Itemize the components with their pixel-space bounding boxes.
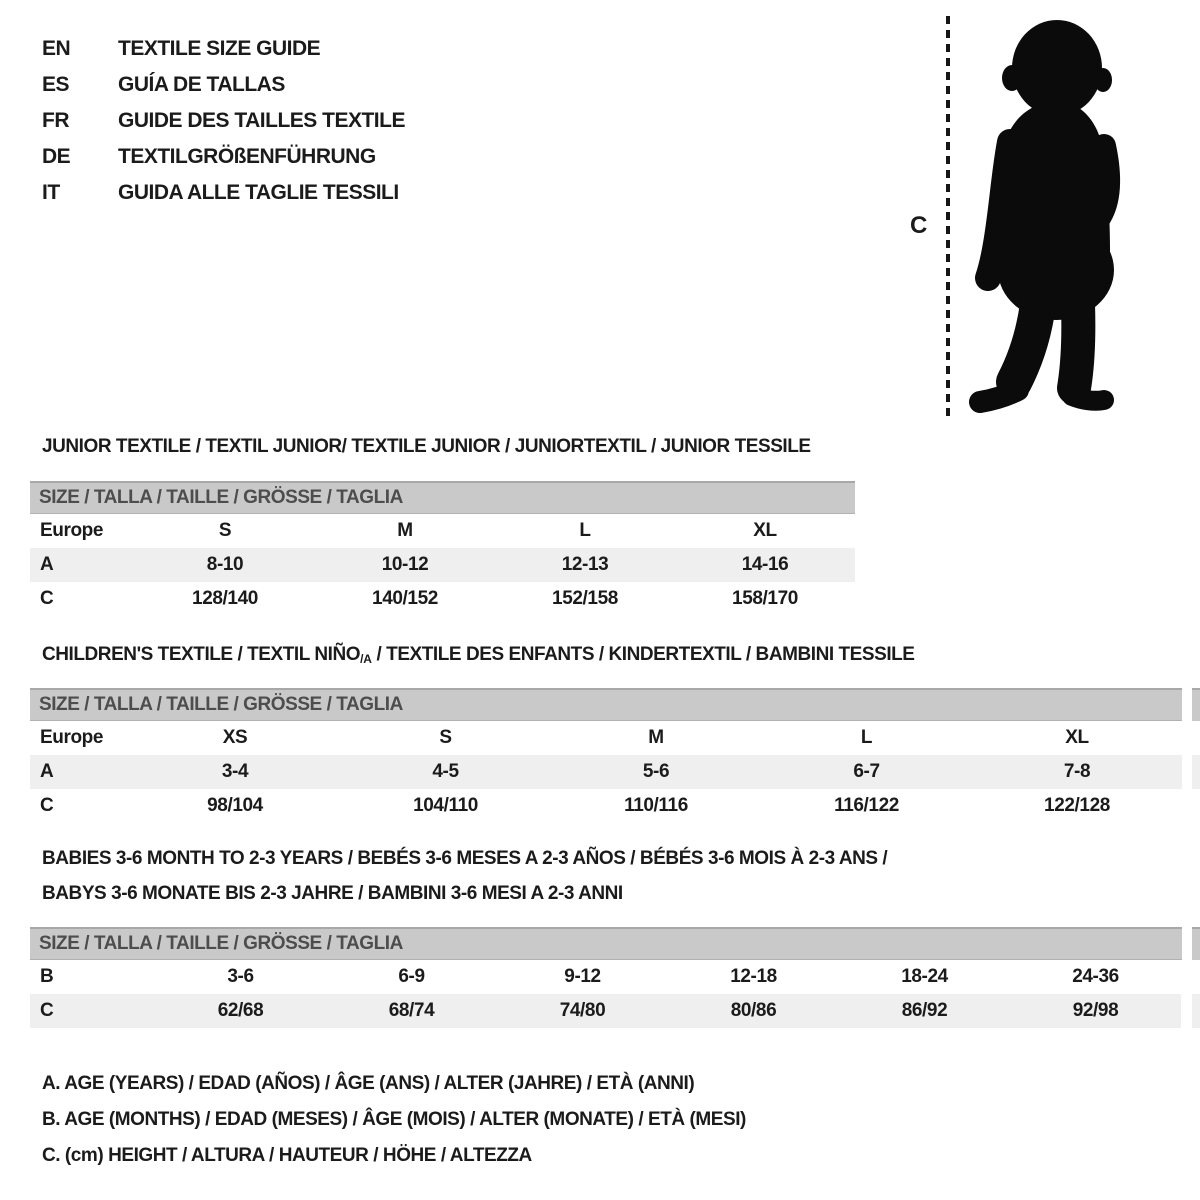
language-title: GUIDE DES TAILLES TEXTILE bbox=[118, 109, 405, 132]
table-header-row bbox=[30, 721, 1182, 755]
table-cell: S bbox=[218, 520, 232, 541]
section-title-children-subscript: /A bbox=[360, 652, 372, 666]
table-edge-fragment bbox=[1192, 755, 1200, 789]
section-title-children bbox=[42, 644, 915, 666]
section-title-babies-line1: BABIES 3-6 MONTH TO 2-3 YEARS / BEBÉS 3-6 MESES A 2-3 AÑOS / BÉBÉS 3-6 MOIS À 2-3 ANS / bbox=[42, 848, 888, 869]
table-cell: 152/158 bbox=[552, 588, 618, 609]
size-header-bar-children bbox=[30, 688, 1182, 721]
table-cell: 14-16 bbox=[675, 548, 855, 582]
table-cell: 12-18 bbox=[730, 966, 777, 987]
size-header-label: SIZE / TALLA / TAILLE / GRÖSSE / TAGLIA bbox=[39, 694, 403, 715]
language-title: TEXTILGRÖßENFÜHRUNG bbox=[118, 145, 376, 168]
language-row bbox=[42, 31, 405, 67]
row-label: B bbox=[40, 966, 54, 987]
table-cell: L bbox=[860, 727, 873, 748]
table-row-c bbox=[30, 582, 855, 616]
size-header-label: SIZE / TALLA / TAILLE / GRÖSSE / TAGLIA bbox=[39, 487, 403, 508]
table-cell: M bbox=[397, 520, 413, 541]
table-cell: 68/74 bbox=[326, 994, 497, 1028]
table-row-c bbox=[30, 789, 1182, 823]
row-label: C bbox=[30, 994, 155, 1028]
table-cell: 80/86 bbox=[668, 994, 839, 1028]
table-cell: 3-6 bbox=[227, 966, 254, 987]
table-cell: 6-9 bbox=[398, 966, 425, 987]
table-cell: 140/152 bbox=[372, 588, 438, 609]
table-cell: 24-36 bbox=[1072, 966, 1119, 987]
language-title: TEXTILE SIZE GUIDE bbox=[118, 37, 321, 60]
language-row bbox=[42, 139, 405, 175]
children-size-table bbox=[30, 721, 1182, 823]
table-row-b bbox=[30, 960, 1181, 994]
row-label: Europe bbox=[40, 727, 104, 748]
language-header bbox=[42, 31, 405, 211]
table-cell: 98/104 bbox=[207, 795, 263, 816]
table-cell: 122/128 bbox=[1044, 795, 1110, 816]
table-cell: 3-4 bbox=[130, 755, 340, 789]
table-cell: 8-10 bbox=[135, 548, 315, 582]
table-cell: 92/98 bbox=[1010, 994, 1181, 1028]
table-cell: M bbox=[648, 727, 664, 748]
table-cell: 104/110 bbox=[413, 795, 478, 816]
table-edge-fragment bbox=[1192, 994, 1200, 1028]
row-label: C bbox=[40, 795, 54, 816]
measurement-legend bbox=[42, 1066, 746, 1174]
table-row-c bbox=[30, 994, 1181, 1028]
row-label: C bbox=[40, 588, 54, 609]
table-cell: XL bbox=[753, 520, 777, 541]
table-header-row bbox=[30, 514, 855, 548]
size-header-bar-junior bbox=[30, 481, 855, 514]
table-cell: L bbox=[579, 520, 591, 541]
table-cell: 74/80 bbox=[497, 994, 668, 1028]
table-edge-fragment bbox=[1192, 927, 1200, 960]
table-cell: 12-13 bbox=[495, 548, 675, 582]
language-code: IT bbox=[42, 181, 60, 204]
table-cell: 116/122 bbox=[834, 795, 899, 816]
language-title: GUÍA DE TALLAS bbox=[118, 73, 285, 96]
row-label: Europe bbox=[40, 520, 104, 541]
baby-silhouette-icon bbox=[962, 14, 1142, 420]
table-cell: 18-24 bbox=[901, 966, 948, 987]
table-cell: 110/116 bbox=[624, 795, 688, 816]
size-header-bar-babies bbox=[30, 927, 1182, 960]
language-code: FR bbox=[42, 109, 69, 132]
legend-line-a: A. AGE (YEARS) / EDAD (AÑOS) / ÂGE (ANS) / ALTER (JAHRE) / ETÀ (ANNI) bbox=[42, 1073, 695, 1094]
table-cell: 158/170 bbox=[732, 588, 798, 609]
size-header-label: SIZE / TALLA / TAILLE / GRÖSSE / TAGLIA bbox=[39, 933, 403, 954]
section-title-children-text: / TEXTILE DES ENFANTS / KINDERTEXTIL / BAMBINI TESSILE bbox=[371, 644, 915, 665]
language-row bbox=[42, 103, 405, 139]
section-title-babies-line2: BABYS 3-6 MONATE BIS 2-3 JAHRE / BAMBINI 3-6 MESI A 2-3 ANNI bbox=[42, 883, 623, 904]
table-cell: XL bbox=[1065, 727, 1089, 748]
table-cell: 6-7 bbox=[761, 755, 972, 789]
language-row bbox=[42, 67, 405, 103]
table-cell: 86/92 bbox=[839, 994, 1010, 1028]
row-label: A bbox=[30, 755, 130, 789]
legend-line-c: C. (cm) HEIGHT / ALTURA / HAUTEUR / HÖHE / ALTEZZA bbox=[42, 1145, 532, 1166]
table-cell: S bbox=[439, 727, 452, 748]
table-cell: 5-6 bbox=[551, 755, 761, 789]
language-code: EN bbox=[42, 37, 71, 60]
table-cell: 62/68 bbox=[155, 994, 326, 1028]
junior-size-table bbox=[30, 514, 855, 616]
table-edge-fragment bbox=[1192, 688, 1200, 721]
table-cell: 10-12 bbox=[315, 548, 495, 582]
measure-label-c: C bbox=[910, 212, 927, 239]
table-cell: 7-8 bbox=[972, 755, 1182, 789]
table-cell: 128/140 bbox=[192, 588, 258, 609]
babies-size-table bbox=[30, 960, 1181, 1028]
language-code: DE bbox=[42, 145, 71, 168]
row-label: A bbox=[30, 548, 135, 582]
table-cell: XS bbox=[222, 727, 248, 748]
section-title-junior: JUNIOR TEXTILE / TEXTIL JUNIOR/ TEXTILE JUNIOR / JUNIORTEXTIL / JUNIOR TESSILE bbox=[42, 436, 811, 457]
language-title: GUIDA ALLE TAGLIE TESSILI bbox=[118, 181, 399, 204]
legend-line-b: B. AGE (MONTHS) / EDAD (MESES) / ÂGE (MOIS) / ALTER (MONATE) / ETÀ (MESI) bbox=[42, 1109, 746, 1130]
language-row bbox=[42, 175, 405, 211]
table-row-a bbox=[30, 755, 1182, 789]
table-cell: 9-12 bbox=[564, 966, 601, 987]
table-cell: 4-5 bbox=[340, 755, 551, 789]
height-measure-dashed-line bbox=[946, 16, 950, 416]
language-code: ES bbox=[42, 73, 70, 96]
section-title-children-text: CHILDREN'S TEXTILE / TEXTIL NIÑO bbox=[42, 644, 361, 665]
table-row-a bbox=[30, 548, 855, 582]
